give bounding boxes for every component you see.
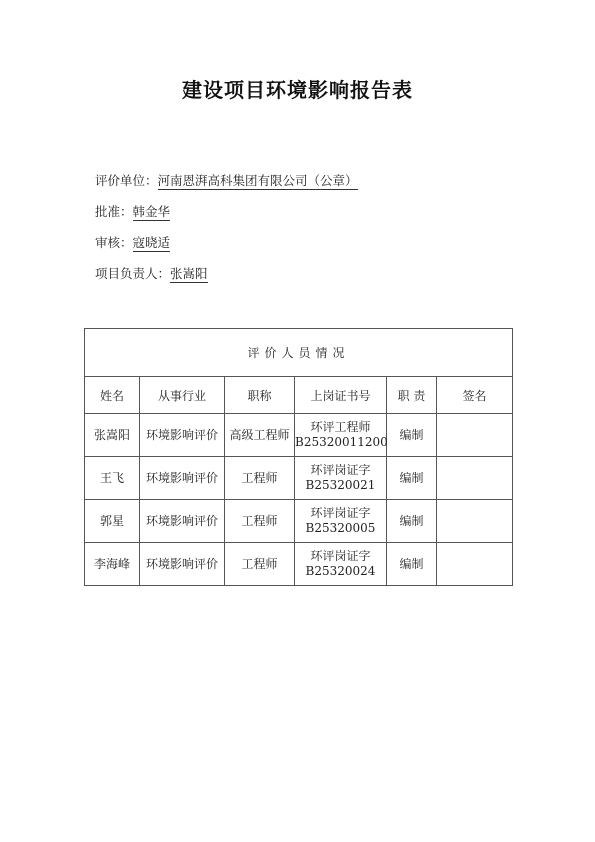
- project-leader-value: 张嵩阳: [170, 266, 208, 281]
- column-header-industry: 从事行业: [140, 377, 225, 414]
- reviewer-value: 寇晓适: [132, 235, 171, 250]
- staff-duty-cell: 编制: [387, 500, 437, 543]
- staff-signature-cell: [437, 457, 513, 500]
- staff-title-cell: 高级工程师: [225, 414, 295, 457]
- table-row: [85, 457, 513, 500]
- project-leader-line: [95, 266, 208, 282]
- evaluation-staff-table: [84, 328, 513, 586]
- staff-title-cell: 工程师: [225, 500, 295, 543]
- reviewer-label: 审核：: [95, 235, 133, 250]
- certificate-number: B25320024: [305, 564, 376, 578]
- staff-title-cell: 工程师: [225, 457, 295, 500]
- column-header-duty: 职 责: [387, 377, 437, 414]
- certificate-type: 环评岗证字: [310, 549, 371, 563]
- column-header-certificate: 上岗证书号: [295, 377, 387, 414]
- staff-signature-cell: [437, 500, 513, 543]
- table-row: [85, 500, 513, 543]
- column-header-title: 职称: [225, 377, 295, 414]
- staff-industry-cell: 环境影响评价: [140, 457, 225, 500]
- certificate-number: B25320011200: [295, 435, 388, 449]
- approver-value: 韩金华: [132, 204, 171, 219]
- staff-industry-cell: 环境影响评价: [140, 543, 225, 586]
- evaluation-unit-value: 河南恩湃高科集团有限公司（公章）: [157, 173, 358, 188]
- certificate-number: B25320005: [305, 521, 376, 535]
- staff-name-cell: 李海峰: [85, 543, 140, 586]
- table-row: [85, 543, 513, 586]
- approver-line: [95, 204, 170, 220]
- staff-certificate-cell: [295, 414, 387, 457]
- table-caption-row: [85, 329, 513, 377]
- staff-duty-cell: 编制: [387, 457, 437, 500]
- certificate-type: 环评工程师: [310, 420, 371, 434]
- staff-name-cell: 张嵩阳: [85, 414, 140, 457]
- reviewer-line: [95, 235, 170, 251]
- staff-industry-cell: 环境影响评价: [140, 500, 225, 543]
- staff-certificate-cell: [295, 543, 387, 586]
- evaluation-unit-line: [95, 173, 358, 189]
- staff-title-cell: 工程师: [225, 543, 295, 586]
- certificate-type: 环评岗证字: [310, 463, 371, 477]
- staff-industry-cell: 环境影响评价: [140, 414, 225, 457]
- table-header-row: [85, 377, 513, 414]
- staff-signature-cell: [437, 543, 513, 586]
- column-header-name: 姓名: [85, 377, 140, 414]
- certificate-type: 环评岗证字: [310, 506, 371, 520]
- staff-signature-cell: [437, 414, 513, 457]
- certificate-number: B25320021: [305, 478, 376, 492]
- staff-name-cell: 王飞: [85, 457, 140, 500]
- staff-certificate-cell: [295, 457, 387, 500]
- table-caption: 评价人员情况: [85, 329, 513, 377]
- table-row: [85, 414, 513, 457]
- staff-certificate-cell: [295, 500, 387, 543]
- project-leader-label: 项目负责人：: [95, 266, 171, 281]
- approver-label: 批准：: [95, 204, 133, 219]
- column-header-signature: 签名: [437, 377, 513, 414]
- staff-duty-cell: 编制: [387, 543, 437, 586]
- evaluation-unit-label: 评价单位：: [95, 173, 158, 188]
- document-title: 建设项目环境影响报告表: [182, 78, 413, 102]
- staff-name-cell: 郭星: [85, 500, 140, 543]
- staff-duty-cell: 编制: [387, 414, 437, 457]
